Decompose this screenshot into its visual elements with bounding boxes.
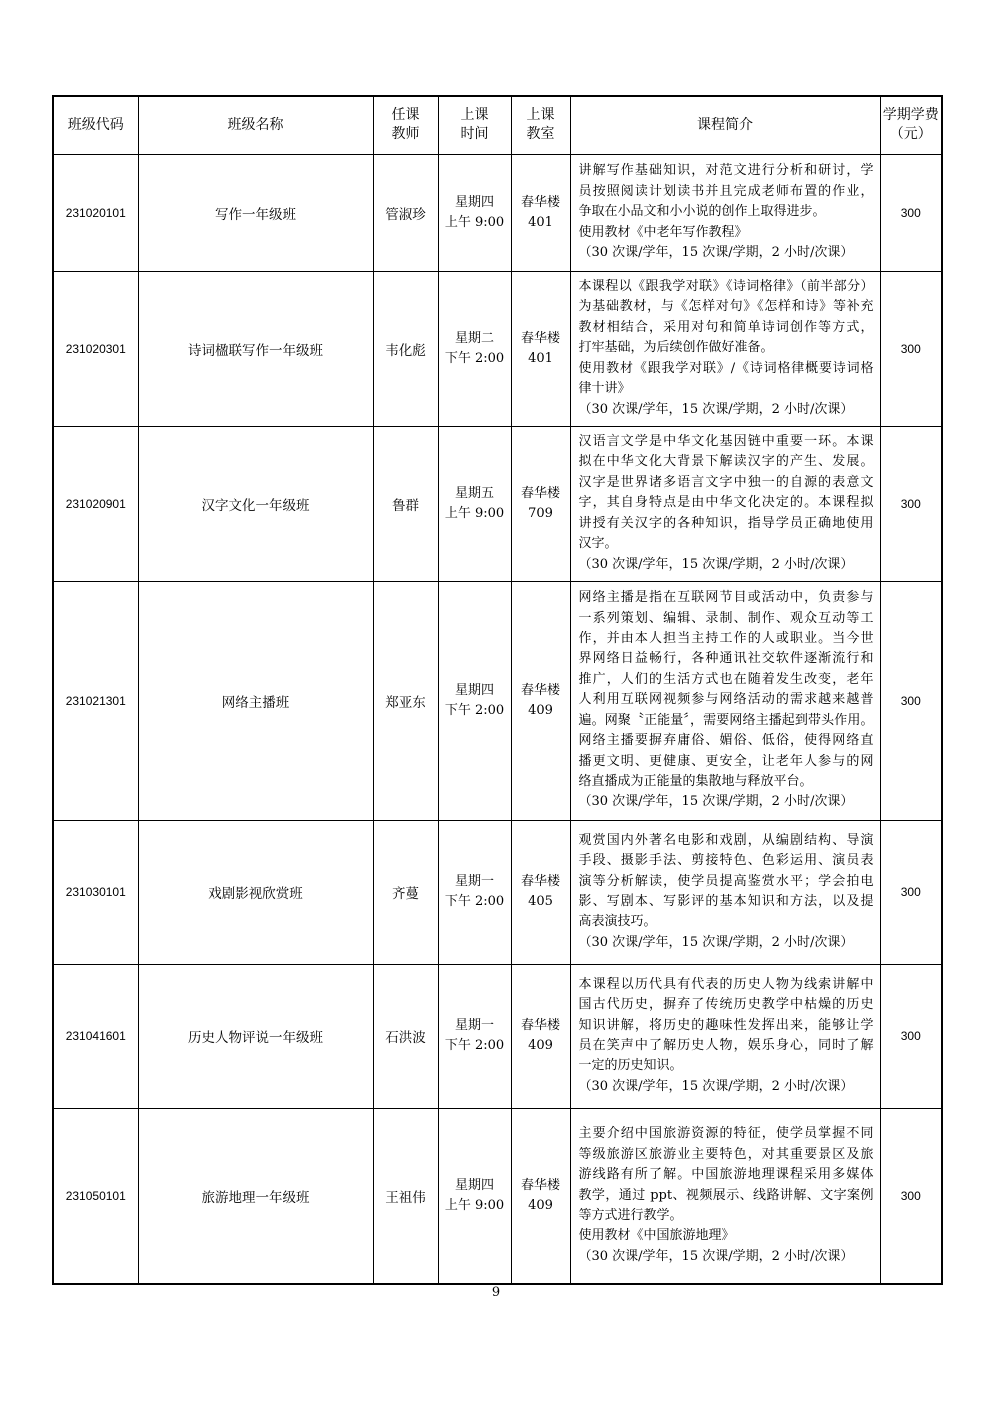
course-intro-line: （30 次课/学年，15 次课/学期，2 小时/次课） <box>578 245 854 261</box>
class-code-cell <box>53 154 138 271</box>
course-table <box>52 95 943 1285</box>
course-intro-line: 字，其自身特点是由中华文化决定的。本课程拟 <box>578 495 874 511</box>
header-room-label: 教室 <box>526 126 555 143</box>
classroom-building: 春华楼 <box>520 1018 560 1033</box>
course-intro-line: 人利用互联网视频参与网络活动的需求越来越普 <box>578 692 874 708</box>
teacher-name: 韦化彪 <box>385 342 426 359</box>
schedule-time: 下午 2:00 <box>444 894 505 909</box>
teacher-name: 管淑珍 <box>385 206 426 223</box>
header-fee <box>880 96 942 154</box>
course-intro-line: 员在笑声中了解历史人物，娱乐身心，同时了解 <box>578 1038 874 1053</box>
classroom-cell <box>511 154 570 271</box>
class-code: 231020101 <box>65 205 126 220</box>
table-row <box>53 271 942 426</box>
table-row <box>53 426 942 581</box>
course-intro-line: 国古代历史，摒弃了传统历史教学中枯燥的历史 <box>578 997 874 1013</box>
class-name-cell <box>138 271 373 426</box>
course-intro-line: （30 次课/学年，15 次课/学期，2 小时/次课） <box>578 1248 854 1264</box>
classroom-cell <box>511 581 570 820</box>
class-name: 旅游地理一年级班 <box>201 1189 310 1206</box>
course-intro-line: 主要介绍中国旅游资源的特征，使学员掌握不同 <box>578 1126 874 1142</box>
schedule-cell <box>438 154 511 271</box>
schedule-day: 星期一 <box>454 874 494 889</box>
classroom-cell <box>511 1108 570 1284</box>
classroom-number: 409 <box>528 702 553 718</box>
table-row <box>53 581 942 820</box>
course-intro-line: 本课程以历代具有代表的历史人物为线索讲解中 <box>578 976 874 992</box>
schedule-time: 下午 2:00 <box>444 350 505 366</box>
course-intro-line: 教学，通过 ppt、视频展示、线路讲解、文字案例 <box>578 1187 874 1203</box>
course-intro-line: （30 次课/学年，15 次课/学期，2 小时/次课） <box>578 401 854 417</box>
classroom-building: 春华楼 <box>520 485 560 501</box>
class-name-cell <box>138 154 373 271</box>
teacher-cell <box>373 581 438 820</box>
course-intro-line: 汉字。 <box>578 536 618 552</box>
class-code-cell <box>53 820 138 964</box>
class-name: 戏剧影视欣赏班 <box>208 886 303 902</box>
schedule-time: 上午 9:00 <box>444 1197 505 1213</box>
class-name: 诗词楹联写作一年级班 <box>188 342 323 359</box>
class-name-cell <box>138 820 373 964</box>
header-room <box>511 96 570 154</box>
header-class-code-label: 班级代码 <box>67 116 124 133</box>
course-intro-line: 汉字是世界诸多语言文字中独一的自源的表意文 <box>578 474 874 490</box>
semester-fee: 300 <box>900 693 921 708</box>
header-class-name <box>138 96 373 154</box>
table-row <box>53 820 942 964</box>
course-intro-line: 播更文明、更健康、更安全，让老年人参与的网 <box>578 753 874 769</box>
schedule-time: 上午 9:00 <box>444 505 505 521</box>
schedule-cell <box>438 426 511 581</box>
course-intro-line: 使用教材《跟我学对联》/《诗词格律概要诗词格 <box>578 360 874 376</box>
course-intro-line: 网络主播要摒弃庸俗、媚俗、低俗，使得网络直 <box>578 733 874 749</box>
teacher-cell <box>373 154 438 271</box>
schedule-time: 下午 2:00 <box>444 702 505 718</box>
course-intro-line: 员按照阅读计划读书并且完成老师布置的作业， <box>578 183 874 199</box>
class-code-cell <box>53 964 138 1108</box>
classroom-number: 409 <box>528 1038 553 1053</box>
course-intro-line: （30 次课/学年，15 次课/学期，2 小时/次课） <box>578 934 854 950</box>
course-intro-line: 演等分析解读，使学员提高鉴赏水平；学会拍电 <box>578 873 874 889</box>
course-intro-cell <box>570 1108 880 1284</box>
course-intro-line: 使用教材《中老年写作教程》 <box>578 224 748 240</box>
course-intro-line: 律十讲》 <box>578 381 631 397</box>
course-intro-line: 为基础教材，与《怎样对句》《怎样和诗》等补充 <box>578 299 874 315</box>
course-intro-cell <box>570 820 880 964</box>
classroom-cell <box>511 271 570 426</box>
classroom-building: 春华楼 <box>520 194 560 210</box>
classroom-building: 春华楼 <box>520 682 560 698</box>
course-intro-line: 拟在中华文化大背景下解读汉字的产生、发展。 <box>578 454 874 470</box>
header-intro-label: 课程简介 <box>697 116 753 133</box>
page-number: 9 <box>491 1285 501 1300</box>
course-intro-line: 争取在小品文和小小说的创作上取得进步。 <box>578 204 826 220</box>
course-intro-cell <box>570 154 880 271</box>
classroom-cell <box>511 964 570 1108</box>
course-intro-line: （30 次课/学年，15 次课/学期，2 小时/次课） <box>578 1078 854 1094</box>
course-intro-line: （30 次课/学年，15 次课/学期，2 小时/次课） <box>578 794 854 810</box>
semester-fee-cell <box>880 271 942 426</box>
semester-fee-cell <box>880 426 942 581</box>
schedule-time: 下午 2:00 <box>444 1038 505 1053</box>
course-intro-line: 推广，人们的生活方式也在随着发生改变，老年 <box>578 671 874 687</box>
table-row <box>53 154 942 271</box>
course-intro-line: 高表演技巧。 <box>578 914 657 930</box>
course-intro-line: 影、写剧本、写影评的基本知识和方法，以及提 <box>578 894 874 909</box>
course-intro-line: 打牢基础，为后续创作做好准备。 <box>578 340 774 356</box>
class-name-cell <box>138 581 373 820</box>
header-time <box>438 96 511 154</box>
teacher-name: 石洪波 <box>385 1030 426 1046</box>
header-room-label: 上课 <box>526 106 555 123</box>
teacher-cell <box>373 820 438 964</box>
class-name: 历史人物评说一年级班 <box>188 1030 323 1046</box>
class-code: 231030101 <box>65 885 126 899</box>
course-intro-line: 汉语言文学是中华文化基因链中重要一环。本课 <box>578 434 874 450</box>
classroom-number: 709 <box>528 505 553 521</box>
semester-fee-cell <box>880 1108 942 1284</box>
header-teacher-label: 任课 <box>391 106 420 123</box>
semester-fee-cell <box>880 154 942 271</box>
classroom-number: 409 <box>528 1197 553 1213</box>
course-intro-line: 络直播成为正能量的集散地与释放平台。 <box>578 773 813 789</box>
schedule-day: 星期五 <box>454 485 494 501</box>
teacher-cell <box>373 1108 438 1284</box>
course-intro-line: 网络主播是指在互联网节目或活动中，负责参与 <box>578 590 874 606</box>
class-code-cell <box>53 271 138 426</box>
header-time-label: 时间 <box>460 126 489 143</box>
schedule-cell <box>438 1108 511 1284</box>
course-intro-line: 一定的历史知识。 <box>578 1058 683 1074</box>
schedule-day: 星期一 <box>454 1018 494 1033</box>
classroom-building: 春华楼 <box>520 330 560 346</box>
course-intro-line: 等级旅游区旅游业主要特色，对其重要景区及旅 <box>578 1146 874 1162</box>
class-code: 231020301 <box>65 341 126 356</box>
schedule-cell <box>438 271 511 426</box>
teacher-name: 齐蔓 <box>392 886 419 902</box>
semester-fee-cell <box>880 964 942 1108</box>
class-code-cell <box>53 426 138 581</box>
class-code-cell <box>53 581 138 820</box>
table-row <box>53 1108 942 1284</box>
class-name-cell <box>138 964 373 1108</box>
teacher-name: 郑亚东 <box>385 694 426 711</box>
class-code: 231050101 <box>65 1188 126 1203</box>
header-teacher-label: 教师 <box>391 126 420 143</box>
course-intro-line: 教材相结合，采用对句和简单诗词创作等方式， <box>578 319 874 335</box>
course-intro-line: 一系列策划、编辑、录制、制作、观众互动等工 <box>578 610 874 626</box>
semester-fee: 300 <box>900 1188 921 1203</box>
class-code: 231020901 <box>65 496 126 511</box>
semester-fee: 300 <box>900 1029 921 1043</box>
teacher-cell <box>373 271 438 426</box>
class-name-cell <box>138 426 373 581</box>
table-row <box>53 964 942 1108</box>
course-intro-line: 本课程以《跟我学对联》《诗词格律》（前半部分） <box>578 279 874 295</box>
schedule-day: 星期二 <box>454 330 494 346</box>
table-header-row <box>53 96 942 154</box>
classroom-building: 春华楼 <box>520 874 560 889</box>
course-intro-line: 知识讲解，将历史的趣味性发挥出来，能够让学 <box>578 1017 874 1033</box>
schedule-cell <box>438 820 511 964</box>
header-class-code <box>53 96 138 154</box>
course-intro-line: 手段、摄影手法、剪接特色、色彩运用、演员表 <box>578 853 874 869</box>
course-intro-line: 观赏国内外著名电影和戏剧，从编剧结构、导演 <box>578 832 874 848</box>
class-name: 汉字文化一年级班 <box>201 497 310 514</box>
schedule-day: 星期四 <box>454 1177 494 1193</box>
course-intro-line: 界网络日益畅行，各种通讯社交软件逐渐流行和 <box>578 651 874 667</box>
class-code-cell <box>53 1108 138 1284</box>
classroom-number: 405 <box>528 894 553 909</box>
schedule-time: 上午 9:00 <box>444 214 505 230</box>
header-teacher <box>373 96 438 154</box>
teacher-cell <box>373 426 438 581</box>
classroom-number: 401 <box>528 350 553 366</box>
course-intro-cell <box>570 271 880 426</box>
schedule-cell <box>438 581 511 820</box>
schedule-cell <box>438 964 511 1108</box>
course-intro-line: 遍。网聚〝正能量〞，需要网络主播起到带头作用。 <box>578 712 874 728</box>
schedule-day: 星期四 <box>454 682 494 698</box>
course-intro-line: 讲解写作基础知识，对范文进行分析和研讨，学 <box>578 163 874 179</box>
teacher-name: 鲁群 <box>392 497 419 514</box>
classroom-building: 春华楼 <box>520 1177 560 1193</box>
teacher-name: 王祖伟 <box>385 1189 426 1206</box>
class-name: 网络主播班 <box>221 694 290 711</box>
course-intro-line: 使用教材《中国旅游地理》 <box>578 1228 735 1244</box>
course-intro-line: 作，并由本人担当主持工作的人或职业。当今世 <box>578 631 874 647</box>
course-intro-line: （30 次课/学年，15 次课/学期，2 小时/次课） <box>578 556 854 572</box>
semester-fee: 300 <box>900 496 921 511</box>
classroom-number: 401 <box>528 214 553 230</box>
course-intro-line: 讲授有关汉字的各种知识，指导学员正确地使用 <box>578 515 874 531</box>
header-class-name-label: 班级名称 <box>227 116 284 133</box>
semester-fee-cell <box>880 581 942 820</box>
header-fee-unit: （元） <box>889 126 932 143</box>
class-name-cell <box>138 1108 373 1284</box>
semester-fee: 300 <box>900 205 921 220</box>
classroom-cell <box>511 426 570 581</box>
semester-fee-cell <box>880 820 942 964</box>
header-fee-label: 学期学费 <box>882 106 939 123</box>
class-code: 231041601 <box>65 1029 126 1043</box>
header-time-label: 上课 <box>460 106 489 123</box>
classroom-cell <box>511 820 570 964</box>
course-intro-cell <box>570 426 880 581</box>
teacher-cell <box>373 964 438 1108</box>
class-code: 231021301 <box>65 693 126 708</box>
course-intro-cell <box>570 581 880 820</box>
header-intro <box>570 96 880 154</box>
course-intro-cell <box>570 964 880 1108</box>
course-intro-line: 游线路有所了解。中国旅游地理课程采用多媒体 <box>578 1167 874 1183</box>
schedule-day: 星期四 <box>454 194 494 210</box>
semester-fee: 300 <box>900 885 921 899</box>
course-intro-line: 等方式进行教学。 <box>578 1207 683 1223</box>
semester-fee: 300 <box>900 341 921 356</box>
class-name: 写作一年级班 <box>215 206 296 223</box>
